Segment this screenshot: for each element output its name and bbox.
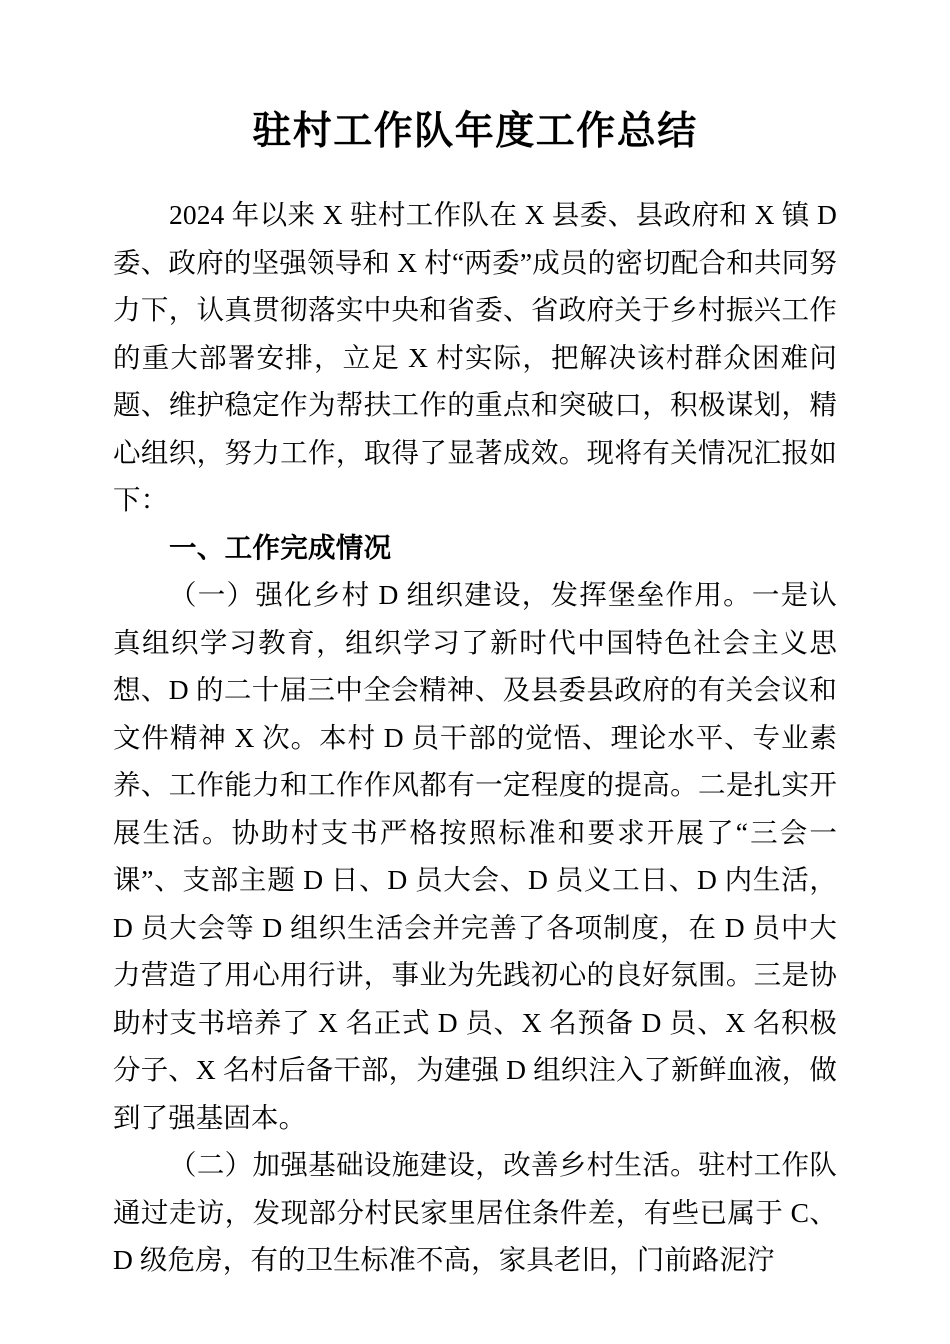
subsection-paragraph-two: （二）加强基础设施建设，改善乡村生活。驻村工作队通过走访，发现部分村民家里居住条件差，有些已属于 C、D 级危房，有的卫生标准不高，家具老旧，门前路泥泞	[113, 1149, 837, 1275]
section-heading-work-completion: 一、工作完成情况	[169, 531, 392, 563]
intro-paragraph: 2024 年以来 X 驻村工作队在 X 县委、县政府和 X 镇 D 委、政府的坚强领导和 X 村“两委”成员的密切配合和共同努力下，认真贯彻落实中央和省委、省政府关于乡村振兴工作的重大部署安排，立足 X 村实际，把解决该村群众困难问题、维护稳定作为帮扶工作的重点和突破口，积极谋划，精心组织，努力工作，取得了显著成效。现将有关情况汇报如下：	[113, 199, 837, 515]
page-title: 驻村工作队年度工作总结	[252, 110, 698, 153]
subsection-paragraph-one: （一）强化乡村 D 组织建设，发挥堡垒作用。一是认真组织学习教育，组织学习了新时代中国特色社会主义思想、D 的二十届三中全会精神、及县委县政府的有关会议和文件精神 X 次。本村 D 员干部的觉悟、理论水平、专业素养、工作能力和工作作风都有一定程度的提高。二是扎实开展生活。协助村支书严格按照标准和要求开展了“三会一课”、支部主题 D 日、D 员大会、D 员义工日、D 内生活，D 员大会等 D 组织生活会并完善了各项制度，在 D 员中大力营造了用心用行讲，事业为先践初心的良好氛围。三是协助村支书培养了 X 名正式 D 员、X 名预备 D 员、X 名积极分子、X 名村后备干部，为建强 D 组织注入了新鲜血液，做到了强基固本。	[113, 579, 837, 1133]
document-body	[113, 0, 837, 1284]
